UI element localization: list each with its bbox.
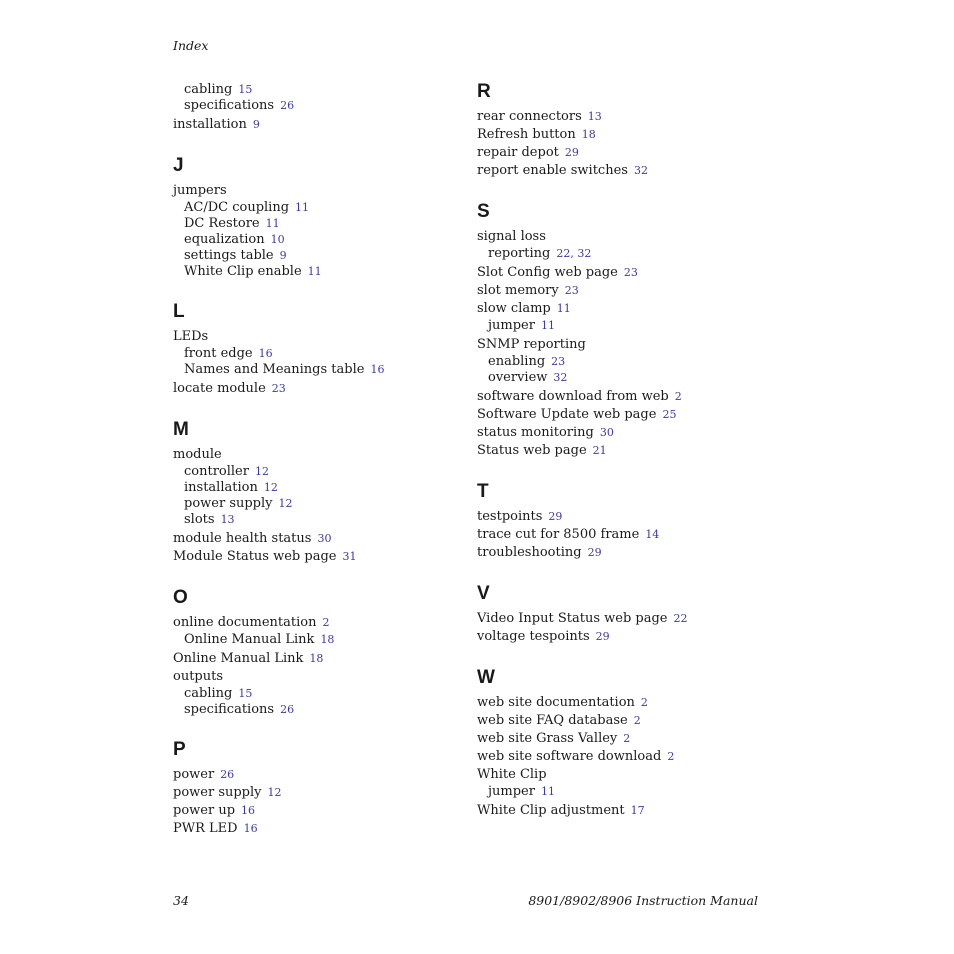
index-term: White Clip enable (184, 264, 302, 279)
page-reference-link[interactable]: 13 (220, 513, 235, 526)
index-entry (173, 650, 463, 668)
page-reference-link[interactable]: 16 (243, 822, 258, 835)
index-term: power supply (173, 785, 262, 800)
index-term: locate module (173, 381, 266, 396)
index-term: outputs (173, 669, 224, 684)
index-entry (173, 614, 463, 632)
page-reference-link[interactable]: 29 (564, 146, 579, 159)
index-entry (173, 784, 463, 802)
index-subentry (477, 370, 767, 386)
page-reference-link[interactable]: 22 (673, 612, 688, 625)
index-entry (477, 730, 767, 748)
index-term: PWR LED (173, 821, 238, 836)
index-entry (477, 748, 767, 766)
index-letter-heading: W (477, 667, 495, 688)
page-number: 34 (173, 893, 189, 908)
page-reference-link[interactable]: 32 (633, 164, 648, 177)
page-reference-link[interactable]: 9 (279, 249, 287, 262)
page-reference-link[interactable]: 30 (317, 532, 332, 545)
index-term: web site documentation (477, 695, 635, 710)
index-term: Names and Meanings table (184, 362, 365, 377)
page-reference-link[interactable]: 13 (587, 110, 602, 123)
index-term: testpoints (477, 509, 543, 524)
index-subentry (477, 318, 767, 334)
page-reference-link[interactable]: 32 (553, 371, 568, 384)
index-term: front edge (184, 346, 253, 361)
page-reference-link[interactable]: 15 (238, 687, 253, 700)
index-term: web site FAQ database (477, 713, 628, 728)
index-entry (477, 766, 767, 784)
index-subentry (173, 264, 463, 280)
index-term: cabling (184, 82, 233, 97)
index-letter-heading: L (173, 301, 185, 322)
index-subentry (173, 98, 463, 114)
page-reference-link[interactable]: 26 (280, 99, 295, 112)
index-subentry (173, 512, 463, 528)
index-term: jumper (488, 784, 535, 799)
index-term: Software Update web page (477, 407, 657, 422)
index-letter-heading: R (477, 81, 491, 102)
index-entry (173, 802, 463, 820)
index-term: installation (173, 117, 247, 132)
index-entry (173, 446, 463, 464)
page-reference-link[interactable]: 21 (592, 444, 607, 457)
page-reference-link[interactable]: 29 (587, 546, 602, 559)
index-term: web site software download (477, 749, 662, 764)
index-subentry (173, 216, 463, 232)
index-subentry (173, 702, 463, 718)
index-term: DC Restore (184, 216, 260, 231)
index-subentry (173, 248, 463, 264)
index-letter-heading: J (173, 155, 184, 176)
index-term: White Clip (477, 767, 547, 782)
index-entry (477, 424, 767, 442)
page-reference-link[interactable]: 12 (263, 481, 278, 494)
page-reference-link[interactable]: 12 (278, 497, 293, 510)
page-reference-link[interactable]: 12 (254, 465, 269, 478)
page-reference-link[interactable]: 11 (307, 265, 322, 278)
index-term: SNMP reporting (477, 337, 586, 352)
index-letter-heading: O (173, 587, 188, 608)
index-entry (477, 108, 767, 126)
index-term: AC/DC coupling (184, 200, 290, 215)
index-letter-heading: S (477, 201, 490, 222)
page-reference-link[interactable]: 23 (551, 355, 566, 368)
page-reference-link[interactable]: 2 (640, 696, 648, 709)
index-term: power up (173, 803, 236, 818)
index-term: LEDs (173, 329, 209, 344)
page-reference-link[interactable]: 23 (564, 284, 579, 297)
page-reference-link[interactable]: 17 (630, 804, 645, 817)
index-entry (477, 526, 767, 544)
index-column-right (477, 82, 767, 820)
index-subentry (173, 464, 463, 480)
index-term: power (173, 767, 215, 782)
index-entry (173, 380, 463, 398)
index-letter-heading: P (173, 739, 186, 760)
index-term: web site Grass Valley (477, 731, 618, 746)
index-column-left (173, 82, 463, 838)
page-reference-link[interactable]: 9 (252, 118, 260, 131)
index-entry (173, 328, 463, 346)
page-reference-link[interactable]: 10 (270, 233, 285, 246)
index-entry (477, 628, 767, 646)
index-entry (477, 406, 767, 424)
index-subentry (173, 232, 463, 248)
index-entry (477, 126, 767, 144)
index-entry (477, 162, 767, 180)
page-reference-link[interactable]: 31 (342, 550, 357, 563)
index-entry (477, 388, 767, 406)
page-reference-link[interactable]: 26 (220, 768, 235, 781)
index-term: software download from web (477, 389, 669, 404)
index-entry (477, 694, 767, 712)
index-term: Video Input Status web page (477, 611, 668, 626)
page-reference-link[interactable]: 25 (662, 408, 677, 421)
page-reference-link[interactable]: 16 (370, 363, 385, 376)
index-term: overview (488, 370, 548, 385)
index-term: repair depot (477, 145, 559, 160)
index-term: online documentation (173, 615, 317, 630)
index-entry (477, 544, 767, 562)
index-entry (173, 182, 463, 200)
page-reference-link[interactable]: 12 (267, 786, 282, 799)
index-term: White Clip adjustment (477, 803, 625, 818)
index-term: cabling (184, 686, 233, 701)
index-entry (477, 442, 767, 460)
index-term: Module Status web page (173, 549, 337, 564)
page-reference-link[interactable]: 2 (667, 750, 675, 763)
index-entry (477, 144, 767, 162)
index-term: reporting (488, 246, 551, 261)
index-term: module (173, 447, 222, 462)
index-entry (173, 548, 463, 566)
page-reference-link[interactable]: 26 (280, 703, 295, 716)
index-term: settings table (184, 248, 274, 263)
index-entry (477, 300, 767, 318)
page-reference-link[interactable]: 2 (633, 714, 641, 727)
index-entry (173, 766, 463, 784)
page-reference-link[interactable]: 11 (265, 217, 280, 230)
index-subentry (173, 480, 463, 496)
index-entry (477, 802, 767, 820)
index-entry (477, 610, 767, 628)
index-entry (477, 264, 767, 282)
index-term: Slot Config web page (477, 265, 618, 280)
page-reference-link[interactable]: 2 (623, 732, 631, 745)
index-subentry (173, 686, 463, 702)
index-term: status monitoring (477, 425, 594, 440)
page-reference-link[interactable]: 15 (238, 83, 253, 96)
index-term: equalization (184, 232, 265, 247)
manual-title: 8901/8902/8906 Instruction Manual (528, 893, 758, 908)
index-entry (173, 116, 463, 134)
index-letter-heading: T (477, 481, 489, 502)
index-term: module health status (173, 531, 312, 546)
index-term: specifications (184, 702, 275, 717)
index-term: rear connectors (477, 109, 582, 124)
running-head: Index (173, 38, 209, 53)
page-reference-link[interactable]: 11 (540, 785, 555, 798)
index-term: power supply (184, 496, 273, 511)
index-term: slow clamp (477, 301, 551, 316)
index-term: slots (184, 512, 215, 527)
page-reference-link[interactable]: 14 (645, 528, 660, 541)
index-term: Refresh button (477, 127, 576, 142)
index-subentry (477, 246, 767, 262)
index-term: controller (184, 464, 249, 479)
page-reference-link[interactable]: 18 (309, 652, 324, 665)
page-reference-link[interactable]: 30 (599, 426, 614, 439)
index-term: enabling (488, 354, 546, 369)
page-reference-link[interactable]: 16 (258, 347, 273, 360)
index-term: Status web page (477, 443, 587, 458)
index-letter-heading: V (477, 583, 490, 604)
index-letter-heading: M (173, 419, 189, 440)
page-reference-link[interactable]: 11 (295, 201, 310, 214)
index-term: troubleshooting (477, 545, 582, 560)
page-reference-link[interactable]: 11 (556, 302, 571, 315)
index-entry (477, 336, 767, 354)
index-term: specifications (184, 98, 275, 113)
page-reference-link[interactable]: 29 (595, 630, 610, 643)
page-reference-link[interactable]: 18 (581, 128, 596, 141)
index-subentry (477, 784, 767, 800)
page-reference-link[interactable]: 16 (241, 804, 256, 817)
index-term: report enable switches (477, 163, 628, 178)
index-entry (173, 820, 463, 838)
page-reference-link[interactable]: 29 (548, 510, 563, 523)
index-term: Online Manual Link (184, 632, 315, 647)
index-term: installation (184, 480, 258, 495)
page-reference-link[interactable]: 2 (322, 616, 330, 629)
page-reference-link[interactable]: 23 (271, 382, 286, 395)
index-term: slot memory (477, 283, 559, 298)
index-term: Online Manual Link (173, 651, 304, 666)
index-term: jumper (488, 318, 535, 333)
index-subentry (173, 496, 463, 512)
index-term: voltage tespoints (477, 629, 590, 644)
index-entry (477, 712, 767, 730)
index-term: signal loss (477, 229, 546, 244)
index-entry (477, 228, 767, 246)
page-reference-link[interactable]: 22, 32 (556, 247, 592, 260)
page-reference-link[interactable]: 18 (320, 633, 335, 646)
index-term: jumpers (173, 183, 227, 198)
index-subentry (173, 346, 463, 362)
index-subentry (173, 632, 463, 648)
index-subentry (173, 362, 463, 378)
page-reference-link[interactable]: 23 (623, 266, 638, 279)
page-reference-link[interactable]: 11 (540, 319, 555, 332)
index-entry (477, 282, 767, 300)
index-subentry (173, 200, 463, 216)
page-reference-link[interactable]: 2 (674, 390, 682, 403)
index-subentry (173, 82, 463, 98)
index-entry (477, 508, 767, 526)
index-term: trace cut for 8500 frame (477, 527, 640, 542)
index-entry (173, 668, 463, 686)
index-entry (173, 530, 463, 548)
index-subentry (477, 354, 767, 370)
